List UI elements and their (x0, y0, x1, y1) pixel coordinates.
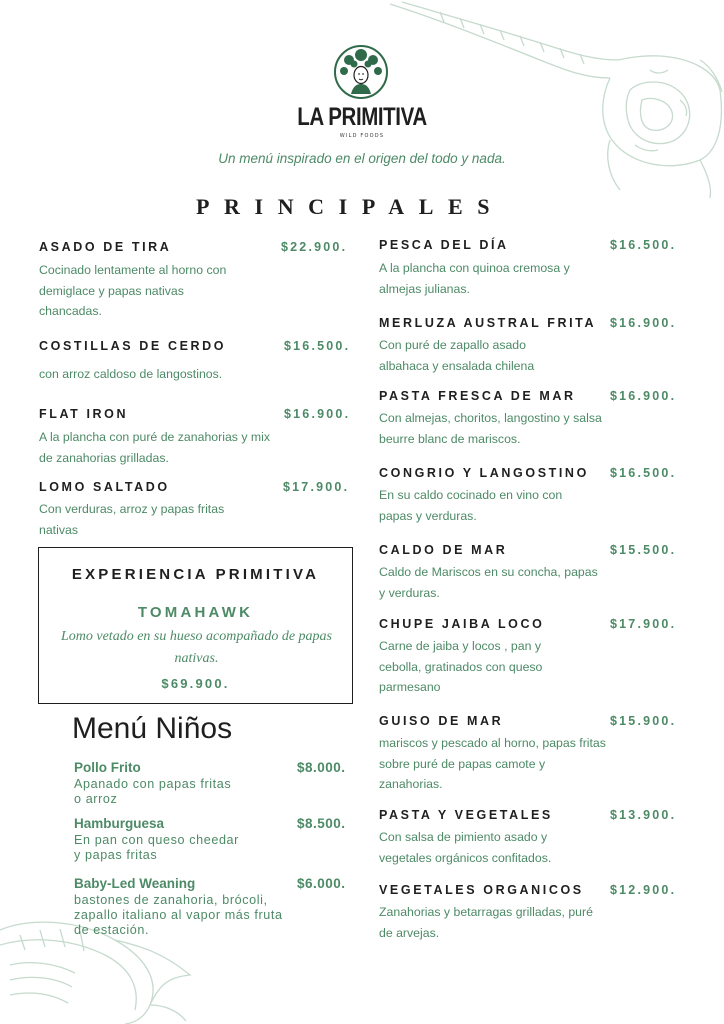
experience-dish: TOMAHAWK (137, 604, 254, 621)
item-price: $16.500. (610, 466, 677, 480)
item-price: $17.900. (283, 480, 350, 494)
item-price: $16.500. (284, 339, 351, 353)
kids-item-price: $6.000. (297, 876, 346, 891)
item-price: $17.900. (610, 617, 677, 631)
item-price: $16.900. (610, 389, 677, 403)
item-name: CONGRIO Y LANGOSTINO (379, 466, 589, 480)
item-description: A la plancha con puré de zanahorias y mix de zanahorias grilladas. (39, 430, 271, 465)
item-name: ASADO DE TIRA (39, 240, 172, 254)
menu-item (379, 808, 699, 868)
brand-subtitle: WILD FOODS (339, 133, 385, 139)
item-description: Zanahorias y betarragas grilladas, puré de arvejas. (379, 905, 593, 940)
kids-item-name: Baby-Led Weaning (74, 876, 196, 891)
item-description: A la plancha con quinoa cremosa y almejas julianas. (379, 261, 570, 296)
kids-item (74, 760, 364, 810)
section-title: PRINCIPALES (196, 194, 505, 219)
menu-item (379, 466, 699, 526)
item-description: Con almejas, choritos, langostino y salsa beurre blanc de mariscos. (379, 411, 602, 446)
item-name: PESCA DEL DÍA (379, 238, 509, 252)
tagline: Un menú inspirado en el origen del todo y nada. (218, 151, 506, 166)
menu-item (379, 389, 699, 449)
experience-description: Lomo vetado en su hueso acompañado de papas nativas. (60, 629, 333, 666)
item-name: PASTA FRESCA DE MAR (379, 389, 576, 403)
item-price: $15.500. (610, 543, 677, 557)
kids-item-name: Hamburguesa (74, 816, 165, 831)
kids-item-description: En pan con queso cheedar y papas fritas (74, 833, 239, 862)
item-name: GUISO DE MAR (379, 714, 504, 728)
item-description: Caldo de Mariscos en su concha, papas y verduras. (379, 565, 598, 600)
item-name: CHUPE JAIBA LOCO (379, 617, 545, 631)
menu-item (379, 883, 699, 943)
menu-item (379, 238, 699, 298)
experience-box (38, 547, 353, 704)
item-description: Cocinado lentamente al horno con demiglace y papas nativas chancadas. (39, 263, 227, 318)
item-name: PASTA Y VEGETALES (379, 808, 553, 822)
kids-item-description: bastones de zanahoria, brócoli, zapallo italiano al vapor más fruta de estación. (74, 893, 283, 937)
item-name: FLAT IRON (39, 407, 129, 421)
menu-item (39, 407, 361, 467)
kids-item-name: Pollo Frito (74, 760, 141, 775)
item-description: Con verduras, arroz y papas fritas nativas (39, 502, 225, 537)
item-description: con arroz caldoso de langostinos. (39, 367, 223, 381)
menu-item (379, 543, 699, 603)
kids-menu-title: Menú Niños (72, 712, 233, 745)
item-name: COSTILLAS DE CERDO (39, 339, 227, 353)
menu-item (379, 316, 699, 376)
brand-name: LA PRIMITIVA (297, 103, 427, 131)
kids-item-description: Apanado con papas fritas o arroz (74, 777, 232, 806)
item-price: $15.900. (610, 714, 677, 728)
item-name: CALDO DE MAR (379, 543, 508, 557)
item-price: $16.900. (610, 316, 677, 330)
kids-item (74, 816, 364, 866)
item-description: Con salsa de pimiento asado y vegetales orgánicos confitados. (379, 830, 552, 865)
tree-woman-logo-icon (333, 44, 389, 100)
menu-item (379, 714, 699, 794)
item-price: $22.900. (281, 240, 348, 254)
kids-item-price: $8.500. (297, 816, 346, 831)
item-price: $13.900. (610, 808, 677, 822)
menu-item (39, 480, 361, 540)
kids-item (74, 876, 364, 946)
item-description: Con puré de zapallo asado albahaca y ensalada chilena (379, 338, 535, 373)
item-description: mariscos y pescado al horno, papas fritas sobre puré de papas camote y zanahorias. (379, 736, 606, 791)
tomahawk-sketch-icon (380, 0, 724, 200)
menu-item (39, 339, 361, 389)
experience-price: $69.900. (161, 676, 230, 691)
item-price: $16.900. (284, 407, 351, 421)
item-price: $12.900. (610, 883, 677, 897)
item-name: MERLUZA AUSTRAL FRITA (379, 316, 597, 330)
menu-item (39, 240, 361, 330)
kids-item-price: $8.000. (297, 760, 346, 775)
item-name: LOMO SALTADO (39, 480, 170, 494)
item-price: $16.500. (610, 238, 677, 252)
item-name: VEGETALES ORGANICOS (379, 883, 584, 897)
menu-item (379, 617, 699, 697)
item-description: Carne de jaiba y locos , pan y cebolla, gratinados con queso parmesano (379, 639, 543, 694)
experience-title: EXPERIENCIA PRIMITIVA (71, 566, 320, 583)
item-description: En su caldo cocinado en vino con papas y verduras. (379, 488, 563, 523)
